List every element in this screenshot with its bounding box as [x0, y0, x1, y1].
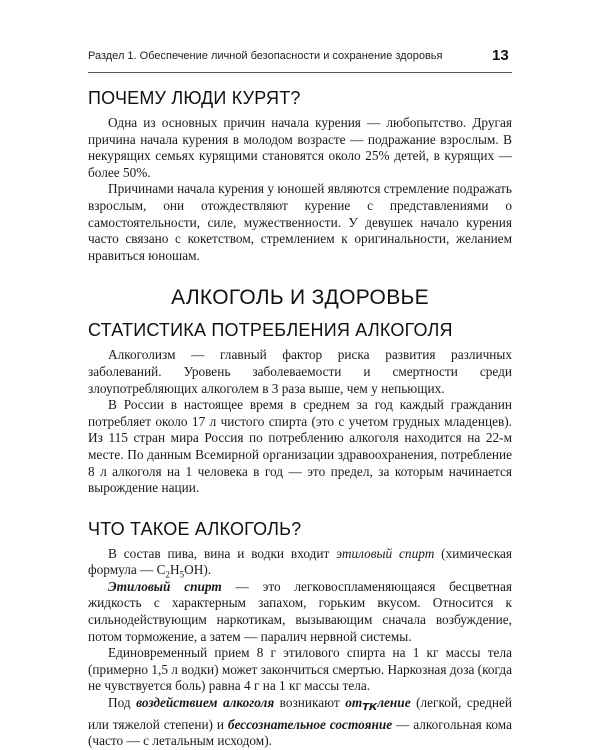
paragraph-alcohol-1: В состав пива, вина и водки входит этиловый спирт (химическая формула — $C_2H_5OH$). [88, 545, 512, 580]
term-ethyl-alcohol-bold: Этиловый спирт [108, 578, 222, 594]
paragraph-alcohol-4: Под воздействием алкоголя возникают $от_{ТК}ление$ (легкой, средней или тяжелой степени) и бессознательное состояние — алкогольная кома (часто — с летальным исходом). [88, 695, 512, 749]
paragraph-alcohol-2: Этиловый спирт — это легковоспламеняющаяся бесцветная жидкость с характерным запахом, горьким вкусом. Относится к сильнодействующим наркотикам, вызывающим сначала возбуждение, потом торможение, а затем — паралич нервной системы. [88, 578, 512, 644]
paragraph-statistics-2: В России в настоящее время в среднем за год каждый гражданин потребляет около 17 л чистого спирта (это с учетом грудных младенцев). Из 115 стран мира Россия по потреблению алкоголя находится на 22-м месте. По данным Всемирной организации здравоохранения, потребление 8 л алкоголя на 1 человека в год — это предел, за которым начинается вырождение нации. [88, 397, 512, 496]
page-content [88, 78, 512, 750]
running-header: Раздел 1. Обеспечение личной безопасности и сохранение здоровья [88, 50, 443, 62]
page-number: 13 [492, 47, 509, 64]
term-ethyl-alcohol: этиловый спирт [336, 545, 435, 561]
paragraph-statistics-1: Алкоголизм — главный фактор риска развития различных заболеваний. Уровень заболеваемости и смертности среди злоупотребляющих алкоголем в 3 раза выше, чем у непьющих. [88, 347, 512, 396]
heading-alcohol-statistics: СТАТИСТИКА ПОТРЕБЛЕНИЯ АЛКОГОЛЯ [88, 320, 453, 341]
paragraph-alcohol-3: Единовременный прием 8 г этилового спирта на 1 кг массы тела (примерно 1,5 л водки) может закончиться смертью. Наркозная доза (когда не чувствуется боль) равна 4 г на 1 кг массы тела. [88, 645, 512, 694]
heading-what-is-alcohol: ЧТО ТАКОЕ АЛКОГОЛЬ? [88, 518, 302, 539]
term-alcohol-effect: воздействием алкоголя [136, 695, 275, 711]
chapter-title-alcohol-and-health: АЛКОГОЛЬ И ЗДОРОВЬЕ [171, 286, 429, 310]
heading-why-people-smoke: ПОЧЕМУ ЛЮДИ КУРЯТ? [88, 88, 301, 108]
paragraph-smoking-1: Одна из основных причин начала курения — любопытство. Другая причина начала курения в молодом возрасте — подражание взрослым. В некурящих семьях курящими становятся около 25% детей, в курящих — более 50%. [88, 115, 512, 180]
term-unconscious-state: бессознательное состояние [227, 716, 393, 732]
term-poisoning: $от_{ТК}ление$ [345, 695, 411, 714]
handwritten-mark: ТК [362, 702, 378, 714]
paragraph-smoking-2: Причинами начала курения у юношей являются стремление подражать взрослым, они отождествляют курение с представлениями о самостоятельности, силе, мужественности. У девушек начало курения часто связано с кокетством, стремлением к оригинальности, желанием нравиться юношам. [88, 181, 512, 263]
header-divider [88, 72, 512, 73]
